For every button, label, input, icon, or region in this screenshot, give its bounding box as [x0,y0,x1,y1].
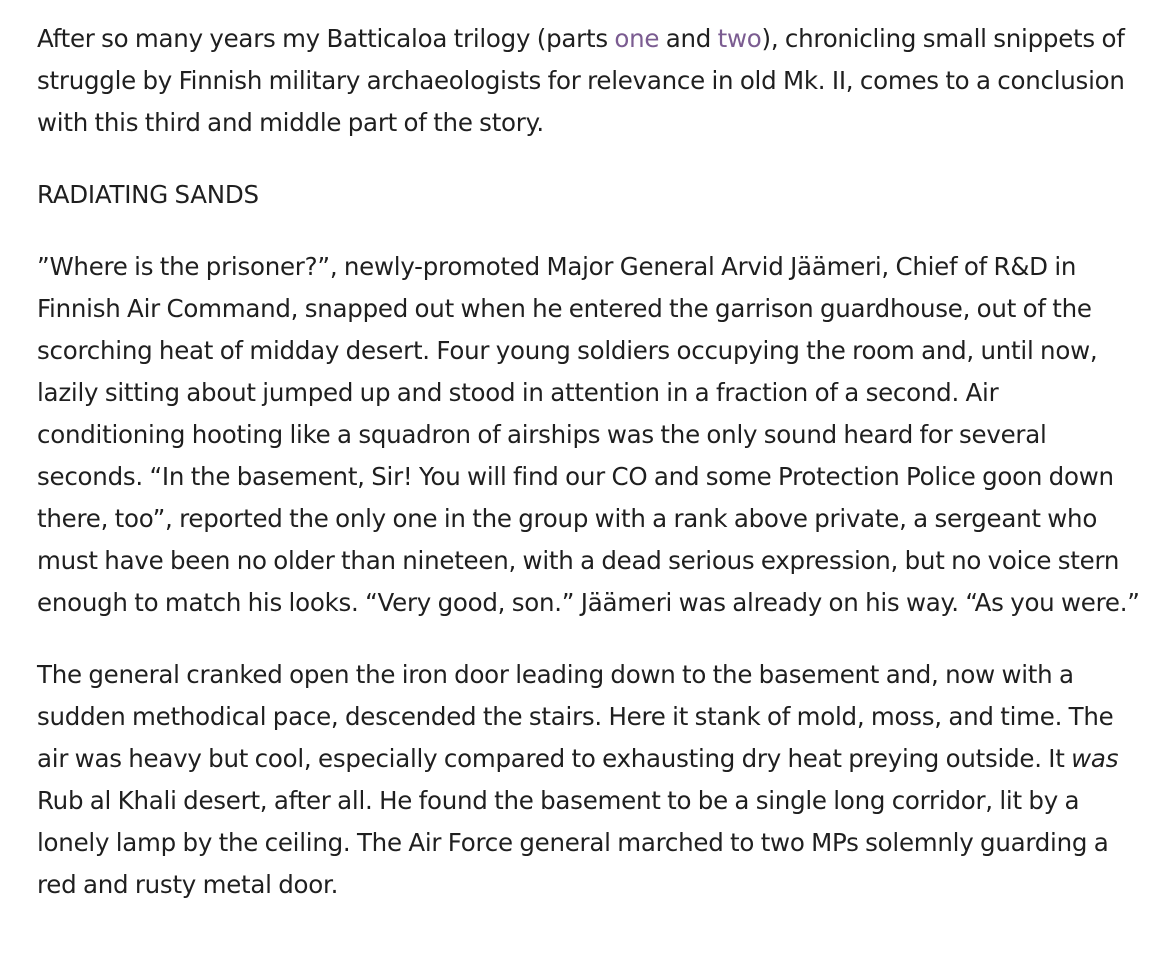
intro-paragraph [37,18,1144,144]
part-one-link[interactable]: one [614,24,660,53]
intro-text-end: ), chronicling small snippets of struggle by Finnish military archaeologists for relevance in old Mk. II, comes to a conclusion with this third and middle part of the story. [37,24,1125,137]
story-paragraph-2-end: Rub al Khali desert, after all. He found the basement to be a single long corridor, lit by a lonely lamp by the ceiling. The Air Force general marched to two MPs solemnly guarding a red and rusty metal door. [37,786,1109,899]
story-paragraph-2 [37,654,1144,906]
intro-text-between: and [659,24,718,53]
story-paragraph-1: ”Where is the prisoner?”, newly-promoted Major General Arvid Jäämeri, Chief of R&D in Finnish Air Command, snapped out when he entered the garrison guardhouse, out of the scorching heat of midday desert. Four young soldiers occupying the room and, until now, lazily sitting about jumped up and stood in attention in a fraction of a second. Air conditioning hooting like a squadron of airships was the only sound heard for several seconds. “In the basement, Sir! You will find our CO and some Protection Police goon down there, too”, reported the only one in the group with a rank above private, a sergeant who must have been no older than nineteen, with a dead serious expression, but no voice stern enough to match his looks. “Very good, son.” Jäämeri was already on his way. “As you were.” [37,252,1140,617]
intro-text-start: After so many years my Batticaloa trilogy (parts [37,24,615,53]
emphasis-was: was [1071,744,1119,773]
story-paragraph-2-start: The general cranked open the iron door leading down to the basement and, now with a sudden methodical pace, descended the stairs. Here it stank of mold, moss, and time. The air was heavy but cool, especially compared to exhausting dry heat preying outside. It [37,660,1114,773]
part-two-link[interactable]: two [717,24,762,53]
story-title: RADIATING SANDS [37,180,259,209]
